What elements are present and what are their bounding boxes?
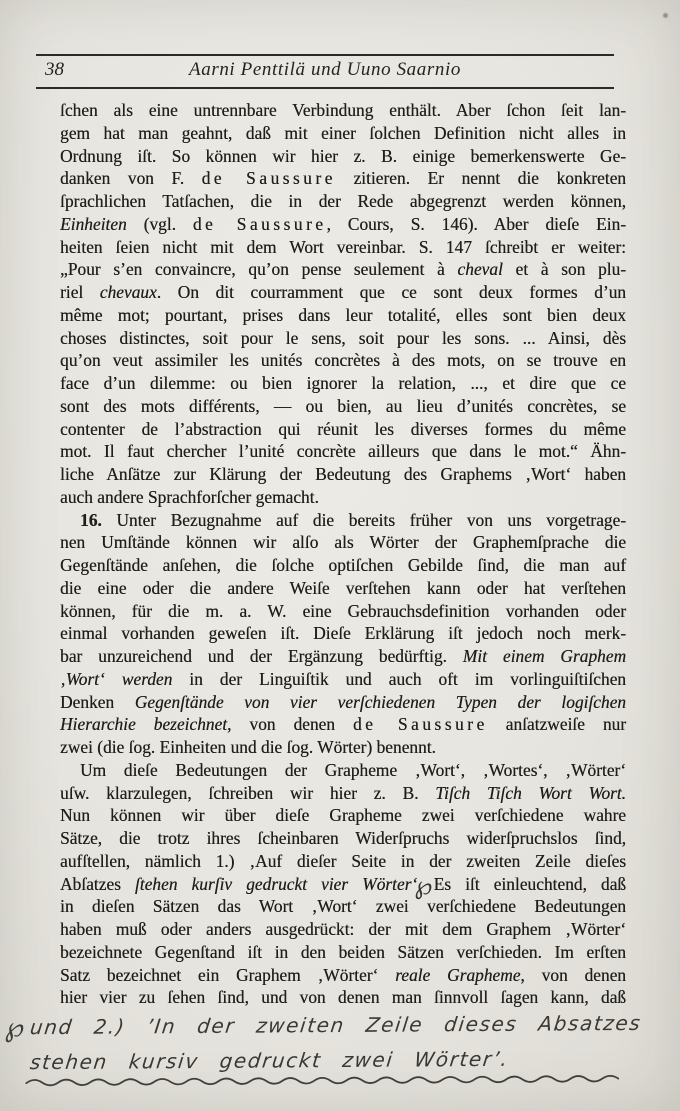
text-segment: anſatzweiſe nur [487, 714, 627, 735]
text-segment: Tiſch Tiſch Wort Wort. [435, 782, 626, 803]
text-segment: „Pour s’en convaincre, qu’on pense seulement à [60, 259, 458, 280]
handwritten-line-1-text: und 2.) ’In der zweiten Zeile dieses Absatzes [28, 1010, 643, 1040]
text-segment: face d’un dilemme: ou bien ignorer la relation, ..., et dire que ce [60, 373, 626, 393]
text-segment: nen Umſtände können wir alſo als Wörter der Graphemſprache die [60, 532, 626, 553]
text-line [60, 736, 626, 759]
text-segment: die eine oder die andere Weiſe verſtehen kann oder hat verſtehen [60, 577, 626, 598]
text-segment: . On dit courramment que ce sont deux formes d’un [156, 282, 626, 302]
text-line [60, 759, 626, 782]
insertion-caret-mark: ℘ [3, 1012, 28, 1044]
text-line [60, 349, 626, 372]
text-line [60, 691, 626, 714]
text-segment: einmal vorhanden geweſen iſt. Dieſe Erklärung iſt jedoch noch merk- [60, 623, 626, 644]
text-segment: chevaux [99, 282, 157, 302]
body-text [60, 99, 626, 1009]
text-line [60, 622, 626, 645]
text-line [60, 554, 626, 577]
text-line [60, 372, 626, 395]
text-segment: Einheiten [60, 213, 127, 234]
text-segment: ſchen als eine untrennbare Verbindung enthält. Aber ſchon ſeit lan- [60, 100, 626, 120]
text-segment: Unter Bezugnahme auf die bereits früher von uns vorgetrage- [101, 509, 626, 530]
text-line [60, 440, 626, 463]
text-segment: gem hat man geahnt, daß mit einer ſolchen Definition nicht alles in [60, 122, 626, 143]
text-line [60, 509, 626, 532]
text-line [60, 964, 626, 987]
text-segment: in der Linguiſtik und auch oft im vorlinguiſtiſchen [172, 668, 626, 689]
text-segment: Ordnung iſt. So können wir hier z. B. einige bemerkenswerte Ge- [60, 145, 626, 166]
text-line [60, 645, 626, 668]
text-segment: Satz bezeichnet ein Graphem ‚Wörter‘ [60, 964, 396, 985]
text-segment: Abſatzes [60, 873, 135, 894]
text-segment: ‚Wort‘ werden [60, 668, 173, 689]
text-segment: Es iſt einleuchtend, daß [433, 873, 626, 894]
page-number: 38 [45, 59, 64, 80]
text-line [60, 122, 626, 145]
text-line [60, 327, 626, 350]
text-segment: cheval [457, 259, 503, 280]
text-segment: Gegenſtände anſehen, die ſolche optiſchen Gebilde ſind, die man auf [60, 555, 626, 575]
text-segment: qu’on veut assimiler les unités concrètes à des mots, on se trouve en [60, 350, 626, 371]
text-line [60, 145, 626, 168]
wavy-underline [24, 1071, 620, 1089]
text-line [60, 99, 626, 122]
text-segment: même mot; pourtant, prises dans leur totalité, elles sont bien deux [60, 304, 626, 325]
text-segment: contenter de l’abstraction qui réunit les diverses formes du même [60, 418, 626, 439]
text-line [60, 869, 626, 901]
text-segment: Hierarchie bezeichnet, [60, 714, 232, 735]
header-rule-top [36, 54, 614, 56]
text-segment: mot. Il faut chercher l’unité concrète ailleurs que dans le mot.“ Ähn- [60, 441, 626, 462]
text-line [60, 395, 626, 418]
text-line [60, 804, 626, 827]
text-segment: reale Grapheme [395, 964, 521, 985]
text-line [60, 236, 626, 259]
paper-speck [663, 13, 668, 18]
text-segment: danken von F. [60, 168, 202, 189]
text-segment: Nun können wir über dieſe Grapheme zwei verſchiedene wahre [60, 805, 626, 826]
text-line [60, 986, 626, 1009]
text-line [60, 281, 626, 304]
header-rule-bottom [36, 87, 614, 89]
text-segment: auch andere Sprachforſcher gemacht. [60, 486, 319, 507]
text-segment: Sätze, die trotz ihres ſcheinbaren Widerſpruchs widerſpruchslos ſind, [60, 828, 626, 848]
text-segment: Mit einem Graphem [462, 646, 626, 666]
text-segment: hier vier zu ſehen ſind, und von denen man ſinnvoll ſagen kann, daß [60, 987, 626, 1008]
text-segment: aufſtellen, nämlich 1.) ‚Auf dieſer Seite in der zweiten Zeile dieſes [60, 850, 626, 871]
text-segment: (vgl. [126, 213, 193, 234]
text-segment: , von denen [520, 964, 626, 985]
text-line [60, 600, 626, 623]
text-line [60, 486, 626, 509]
text-segment: zwei (die ſog. Einheiten und die ſog. Wörter) benennt. [60, 737, 436, 757]
text-line [60, 918, 626, 941]
text-line [60, 167, 626, 190]
text-segment: bar unzureichend und der Ergänzung bedürftig. [60, 646, 463, 666]
text-segment: können, für die m. a. W. eine Gebrauchsdefinition vorhanden oder [60, 600, 626, 621]
text-line [60, 213, 626, 236]
text-segment: bezeichnete Gegenſtand iſt in den beiden Sätzen verſchieden. Im erſten [60, 941, 626, 962]
text-line [60, 782, 626, 805]
text-line [60, 304, 626, 327]
handwritten-line-2-text: stehen kursiv gedruckt zwei Wörter’. [28, 1046, 511, 1075]
text-segment: Denken [60, 691, 135, 712]
text-segment: haben muß oder anders ausgedrückt: der mit dem Graphem ‚Wörter‘ [60, 919, 626, 939]
text-line [60, 827, 626, 850]
text-line [60, 418, 626, 441]
text-line [60, 895, 626, 918]
text-line [60, 713, 626, 736]
text-segment: , Cours, S. 146). Aber dieſe Ein- [326, 213, 626, 234]
handwritten-line-2-wrap [30, 1046, 630, 1074]
text-line [60, 258, 626, 281]
text-segment: 16. [80, 509, 102, 530]
handwritten-annotation [0, 1006, 680, 1075]
text-segment: sont des mots différents, — ou bien, au lieu d’unités concrètes, se [60, 395, 626, 416]
text-line [60, 190, 626, 213]
text-line [60, 531, 626, 554]
text-segment: de Saussure [192, 213, 327, 234]
handwritten-line-1 [4, 1006, 680, 1042]
text-line [60, 850, 626, 873]
text-segment: Um dieſe Bedeutungen der Grapheme ‚Wort‘, ‚Wortes‘, ‚Wörter‘ [80, 759, 626, 780]
text-segment: et à son plu- [502, 259, 626, 280]
text-line [60, 577, 626, 600]
text-segment: ſtehen kurſiv gedruckt vier Wörter‘ [134, 873, 418, 894]
text-segment: heiten ſeien nicht mit dem Wort vereinbar. S. 147 ſchreibt er weiter: [60, 236, 626, 257]
text-segment: in dieſen Sätzen das Wort ‚Wort‘ zwei verſchiedene Bedeutungen [60, 896, 626, 917]
running-title: Aarni Penttilä und Uuno Saarnio [189, 59, 461, 80]
text-segment: choses distinctes, soit pour le sens, soit pour les sons. ... Ainsi, dès [60, 327, 626, 348]
text-segment: zitieren. Er nennt die konkreten [335, 168, 626, 189]
text-segment: Gegenſtände von vier verſchiedenen Typen der logiſchen [134, 691, 627, 712]
text-line [60, 668, 626, 691]
text-line [60, 941, 626, 964]
text-segment: de Saussure [201, 168, 336, 189]
text-segment: de Saussure [352, 714, 488, 735]
text-segment: ſprachlichen Tatſachen, die in der Rede abgegrenzt werden können, [60, 191, 626, 211]
insertion-mark: ℘ [414, 869, 434, 901]
text-segment: von denen [231, 714, 353, 735]
text-segment: liche Anſätze zur Klärung der Bedeutung des Graphems ‚Wort‘ haben [60, 464, 626, 484]
text-segment: riel [60, 282, 100, 302]
text-line [60, 463, 626, 486]
text-segment: uſw. klarzulegen, ſchreiben wir hier z. B. [60, 782, 436, 803]
